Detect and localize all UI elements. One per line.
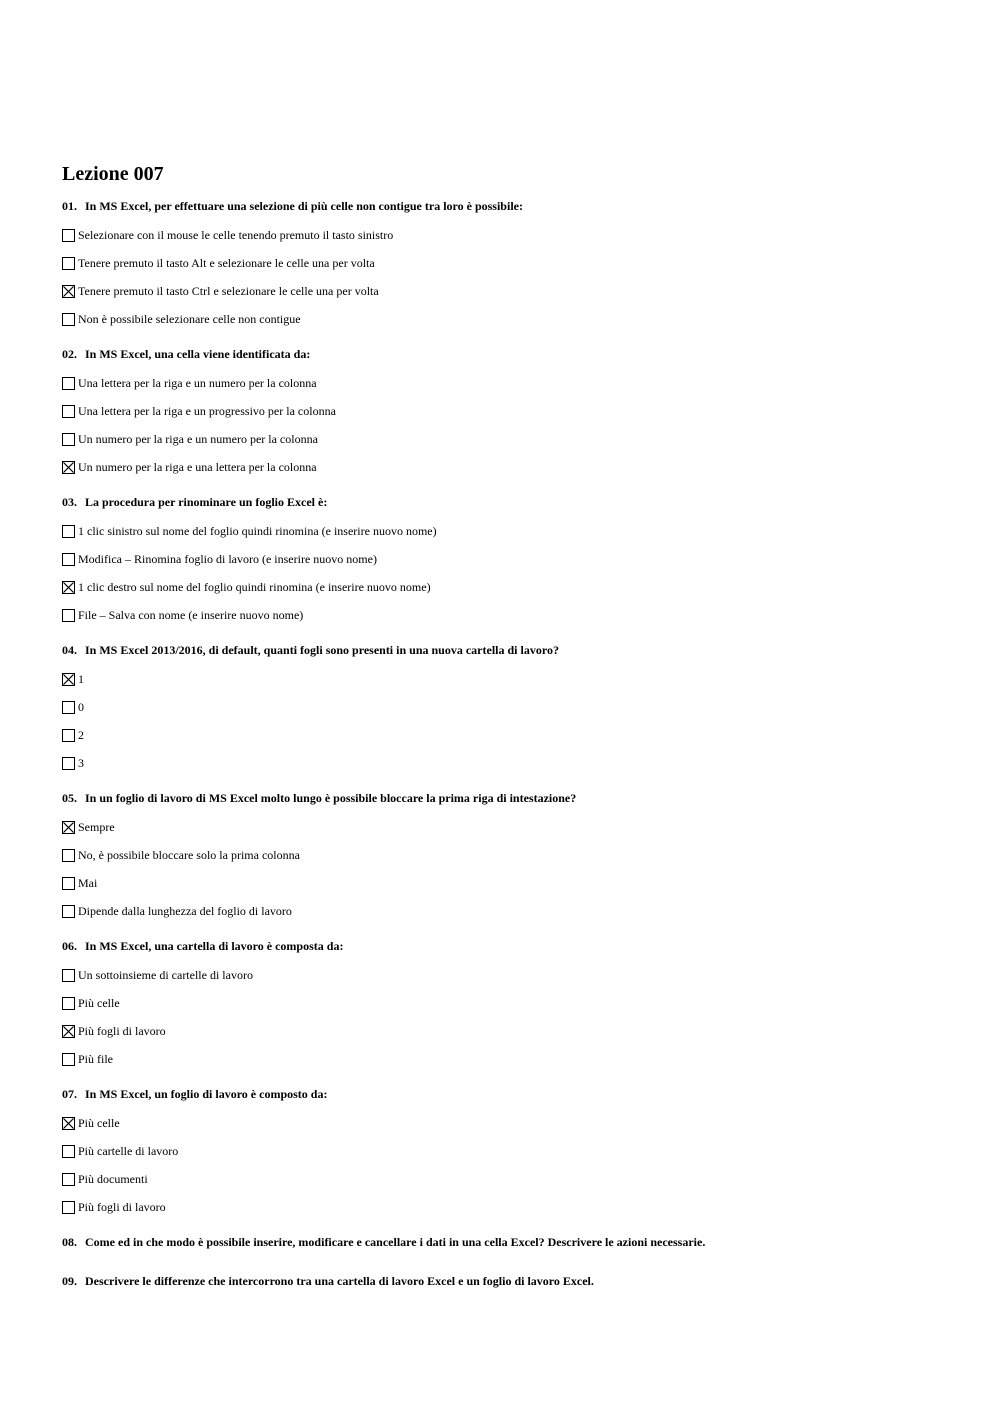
checkbox-unchecked[interactable] [62,405,75,418]
lesson-title: Lezione 007 [62,163,164,185]
answer-option[interactable] [62,369,962,397]
answer-option-label: 3 [78,755,84,770]
answer-option-label: 0 [78,699,84,714]
question-text [62,1086,962,1103]
answer-option-label: 1 clic sinistro sul nome del foglio quindi rinomina (e inserire nuovo nome) [78,523,437,538]
checkbox-checked[interactable] [62,821,75,834]
answer-option[interactable] [62,721,962,749]
answer-option[interactable] [62,221,962,249]
open-question-block [62,1234,962,1251]
answer-option-label: File – Salva con nome (e inserire nuovo nome) [78,607,304,622]
answer-option[interactable] [62,305,962,333]
answer-option-label: Modifica – Rinomina foglio di lavoro (e inserire nuovo nome) [78,551,377,566]
answer-option[interactable] [62,665,962,693]
answer-option-label: Una lettera per la riga e un progressivo per la colonna [78,403,336,418]
question-text [62,1273,962,1290]
checkbox-checked[interactable] [62,1025,75,1038]
checkbox-unchecked[interactable] [62,849,75,862]
checkbox-unchecked[interactable] [62,313,75,326]
checkbox-checked[interactable] [62,673,75,686]
open-question-list [62,1234,962,1290]
question-block [62,790,962,925]
answer-option-label: Mai [78,875,98,890]
question-block [62,1086,962,1221]
answer-options [62,961,962,1073]
answer-option-label: Più fogli di lavoro [78,1023,166,1038]
question-block [62,198,962,333]
answer-option[interactable] [62,1109,962,1137]
answer-option-label: Un numero per la riga e un numero per la colonna [78,431,318,446]
check-x-icon [63,822,74,833]
question-number: 07. [62,1087,77,1101]
question-label: Come ed in che modo è possibile inserire, modificare e cancellare i dati in una cella Excel? Descrivere le azioni necessarie. [85,1235,706,1249]
answer-option[interactable] [62,453,962,481]
answer-option[interactable] [62,277,962,305]
answer-option[interactable] [62,1017,962,1045]
answer-option-label: Più documenti [78,1171,148,1186]
answer-option-label: Più celle [78,995,120,1010]
checkbox-unchecked[interactable] [62,969,75,982]
check-x-icon [63,674,74,685]
answer-option[interactable] [62,601,962,629]
answer-option-label: Un sottoinsieme di cartelle di lavoro [78,967,253,982]
question-number: 08. [62,1235,77,1249]
question-number: 09. [62,1274,77,1288]
answer-option-label: 1 clic destro sul nome del foglio quindi rinomina (e inserire nuovo nome) [78,579,431,594]
question-number: 06. [62,939,77,953]
answer-options [62,517,962,629]
question-label: In MS Excel 2013/2016, di default, quanti fogli sono presenti in una nuova cartella di lavoro? [85,643,559,657]
answer-option-label: No, è possibile bloccare solo la prima colonna [78,847,300,862]
question-number: 04. [62,643,77,657]
check-x-icon [63,286,74,297]
document-page [62,160,962,1312]
checkbox-unchecked[interactable] [62,757,75,770]
checkbox-unchecked[interactable] [62,1145,75,1158]
answer-option-label: Più fogli di lavoro [78,1199,166,1214]
checkbox-unchecked[interactable] [62,877,75,890]
answer-option-label: Più celle [78,1115,120,1130]
answer-option[interactable] [62,1137,962,1165]
answer-option-label: Più cartelle di lavoro [78,1143,179,1158]
question-text [62,790,962,807]
checkbox-unchecked[interactable] [62,729,75,742]
checkbox-checked[interactable] [62,581,75,594]
answer-option[interactable] [62,517,962,545]
checkbox-checked[interactable] [62,461,75,474]
checkbox-unchecked[interactable] [62,1053,75,1066]
question-text [62,938,962,955]
question-label: La procedura per rinominare un foglio Excel è: [85,495,328,509]
answer-options [62,369,962,481]
question-number: 03. [62,495,77,509]
checkbox-unchecked[interactable] [62,229,75,242]
answer-options [62,665,962,777]
answer-option[interactable] [62,897,962,925]
checkbox-checked[interactable] [62,285,75,298]
open-question-block [62,1273,962,1290]
checkbox-unchecked[interactable] [62,905,75,918]
answer-option-label: Un numero per la riga e una lettera per la colonna [78,459,317,474]
answer-option[interactable] [62,1045,962,1073]
question-text [62,346,962,363]
question-text [62,1234,962,1251]
question-label: In MS Excel, per effettuare una selezione di più celle non contigue tra loro è possibile: [85,199,523,213]
question-block [62,642,962,777]
answer-option-label: 2 [78,727,84,742]
answer-option[interactable] [62,841,962,869]
answer-option-label: Tenere premuto il tasto Ctrl e selezionare le celle una per volta [78,283,379,298]
answer-option-label: Selezionare con il mouse le celle tenendo premuto il tasto sinistro [78,227,394,242]
answer-option[interactable] [62,1165,962,1193]
checkbox-checked[interactable] [62,1117,75,1130]
checkbox-unchecked[interactable] [62,257,75,270]
question-label: In un foglio di lavoro di MS Excel molto lungo è possibile bloccare la prima riga di intestazione? [85,791,577,805]
check-x-icon [63,462,74,473]
answer-option[interactable] [62,545,962,573]
checkbox-unchecked[interactable] [62,433,75,446]
question-label: Descrivere le differenze che intercorrono tra una cartella di lavoro Excel e un foglio di lavoro Excel. [85,1274,594,1288]
answer-option[interactable] [62,869,962,897]
check-x-icon [63,582,74,593]
answer-option[interactable] [62,1193,962,1221]
question-label: In MS Excel, una cartella di lavoro è composta da: [85,939,344,953]
answer-option[interactable] [62,573,962,601]
answer-option[interactable] [62,813,962,841]
question-list [62,198,962,1221]
checkbox-unchecked[interactable] [62,553,75,566]
answer-option[interactable] [62,425,962,453]
answer-option-label: Più file [78,1051,113,1066]
question-block [62,494,962,629]
check-x-icon [63,1118,74,1129]
question-text [62,198,962,215]
answer-option-label: Una lettera per la riga e un numero per la colonna [78,375,317,390]
answer-options [62,221,962,333]
answer-option-label: Dipende dalla lunghezza del foglio di lavoro [78,903,292,918]
question-block [62,938,962,1073]
question-number: 05. [62,791,77,805]
check-x-icon [63,1026,74,1037]
question-number: 02. [62,347,77,361]
answer-options [62,1109,962,1221]
answer-option[interactable] [62,749,962,777]
answer-option[interactable] [62,961,962,989]
question-label: In MS Excel, una cella viene identificata da: [85,347,311,361]
answer-option[interactable] [62,693,962,721]
answer-option[interactable] [62,989,962,1017]
answer-option-label: Tenere premuto il tasto Alt e selezionare le celle una per volta [78,255,375,270]
question-number: 01. [62,199,77,213]
answer-option[interactable] [62,397,962,425]
checkbox-unchecked[interactable] [62,609,75,622]
checkbox-unchecked[interactable] [62,701,75,714]
answer-option[interactable] [62,249,962,277]
question-text [62,494,962,511]
answer-option-label: Non è possibile selezionare celle non contigue [78,311,301,326]
answer-options [62,813,962,925]
checkbox-unchecked[interactable] [62,997,75,1010]
answer-option-label: 1 [78,671,84,686]
answer-option-label: Sempre [78,819,115,834]
checkbox-unchecked[interactable] [62,1173,75,1186]
question-label: In MS Excel, un foglio di lavoro è composto da: [85,1087,328,1101]
checkbox-unchecked[interactable] [62,525,75,538]
question-text [62,642,962,659]
question-block [62,346,962,481]
checkbox-unchecked[interactable] [62,1201,75,1214]
checkbox-unchecked[interactable] [62,377,75,390]
